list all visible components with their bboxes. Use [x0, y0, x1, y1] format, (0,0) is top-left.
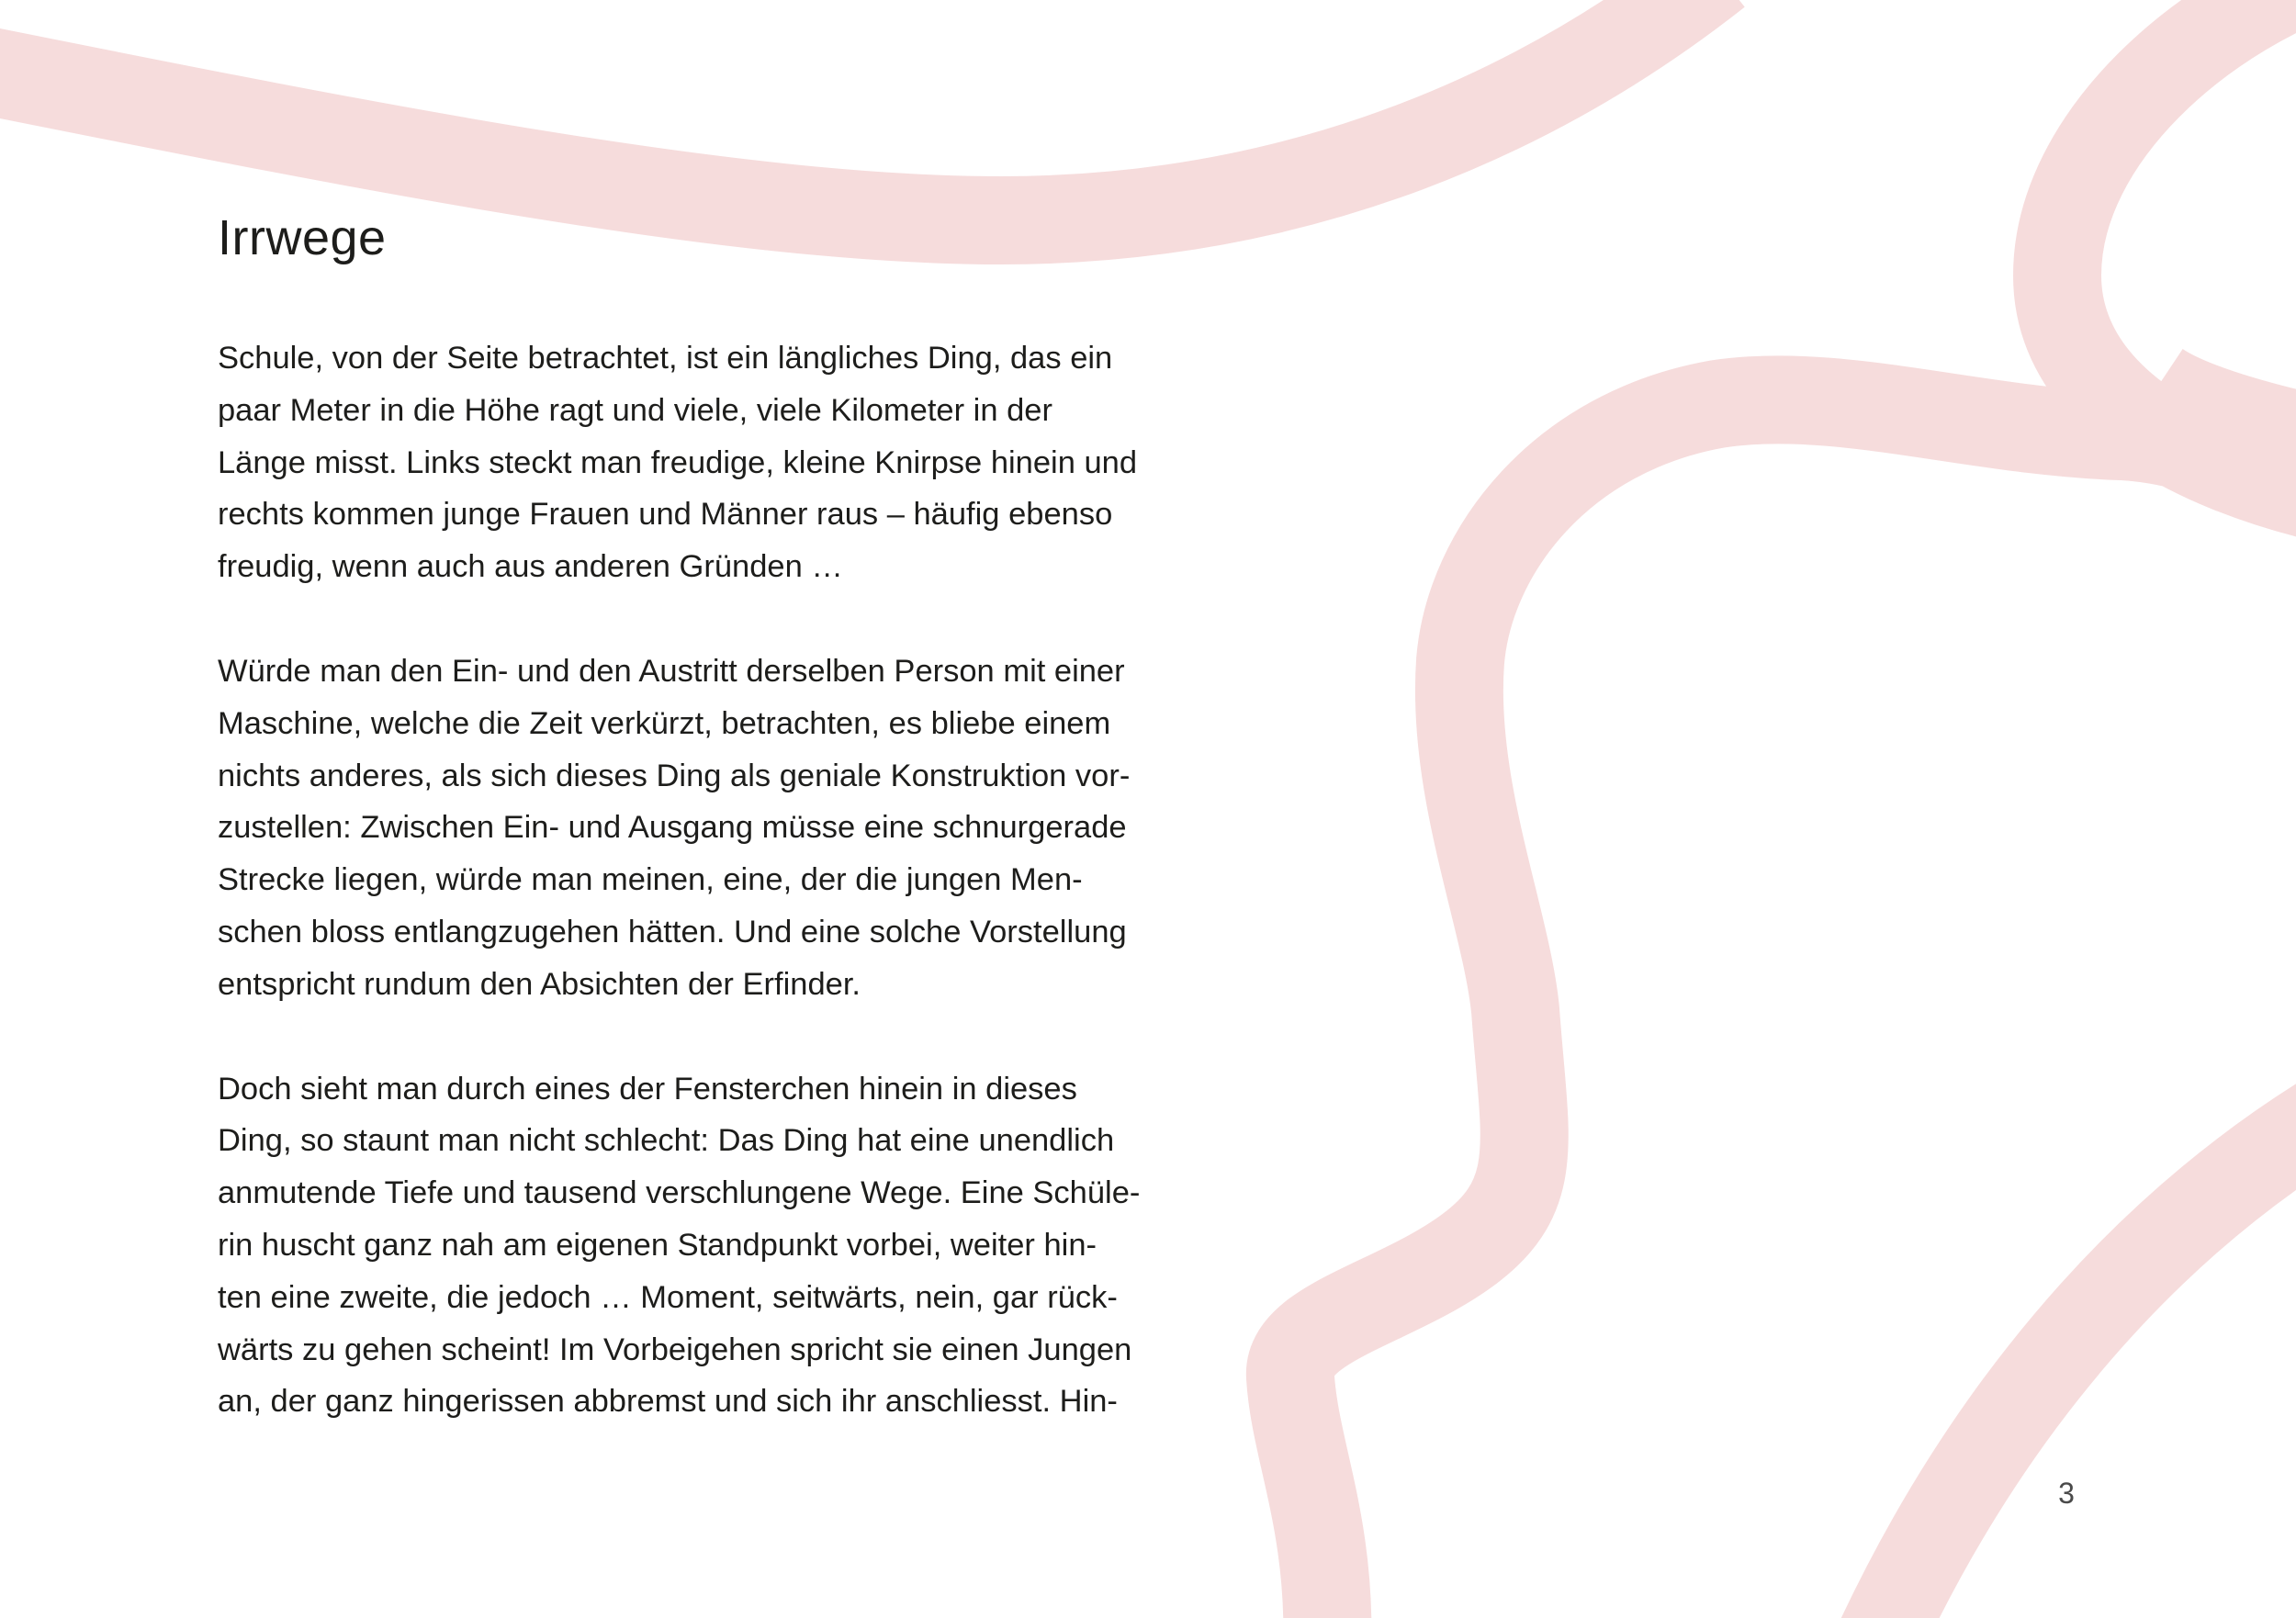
- text-line: Doch sieht man durch eines der Fensterchen hinein in dieses: [218, 1071, 1077, 1107]
- ribbon-top: [0, 0, 1717, 220]
- text-line: anmutende Tiefe und tausend verschlungene Wege. Eine Schüle-: [218, 1175, 1141, 1211]
- text-line: an, der ganz hingerissen abbremst und sich ihr anschliesst. Hin-: [218, 1384, 1118, 1420]
- text-line: rin huscht ganz nah am eigenen Standpunkt vorbei, weiter hin-: [218, 1227, 1097, 1263]
- text-line: Maschine, welche die Zeit verkürzt, betrachten, es bliebe einem: [218, 705, 1111, 741]
- page-title: Irrwege: [218, 210, 387, 265]
- text-line: zustellen: Zwischen Ein- und Ausgang müsse eine schnurgerade: [218, 810, 1127, 846]
- text-line: wärts zu gehen scheint! Im Vorbeigehen spricht sie einen Jungen: [218, 1331, 1132, 1367]
- paragraph-2: [218, 646, 1136, 1011]
- text-line: Würde man den Ein- und den Austritt derselben Person mit einer: [218, 653, 1125, 689]
- text-line: Länge misst. Links steckt man freudige, kleine Knirpse hinein und: [218, 444, 1138, 480]
- text-line: paar Meter in die Höhe ragt und viele, viele Kilometer in der: [218, 392, 1052, 428]
- text-line: Ding, so staunt man nicht schlecht: Das Ding hat eine unendlich: [218, 1123, 1115, 1159]
- text-line: ten eine zweite, die jedoch … Moment, seitwärts, nein, gar rück-: [218, 1279, 1118, 1315]
- text-line: rechts kommen junge Frauen und Männer raus – häufig ebenso: [218, 497, 1113, 533]
- page-content: [218, 204, 1141, 1480]
- page-number: 3: [2058, 1477, 2075, 1510]
- ribbon-bottom: [1874, 1102, 2296, 1618]
- ribbon-loop: [1290, 0, 2296, 1618]
- text-line: schen bloss entlangzugehen hätten. Und eine solche Vorstellung: [218, 914, 1127, 949]
- paragraph-3: [218, 1063, 1141, 1429]
- text-line: Strecke liegen, würde man meinen, eine, der die jungen Men-: [218, 862, 1083, 898]
- paragraph-1: [218, 332, 1136, 593]
- text-line: Schule, von der Seite betrachtet, ist ein längliches Ding, das ein: [218, 341, 1113, 376]
- text-line: entspricht rundum den Absichten der Erfinder.: [218, 966, 861, 1002]
- text-line: freudig, wenn auch aus anderen Gründen …: [218, 549, 843, 585]
- text-line: nichts anderes, als sich dieses Ding als geniale Konstruktion vor-: [218, 758, 1131, 793]
